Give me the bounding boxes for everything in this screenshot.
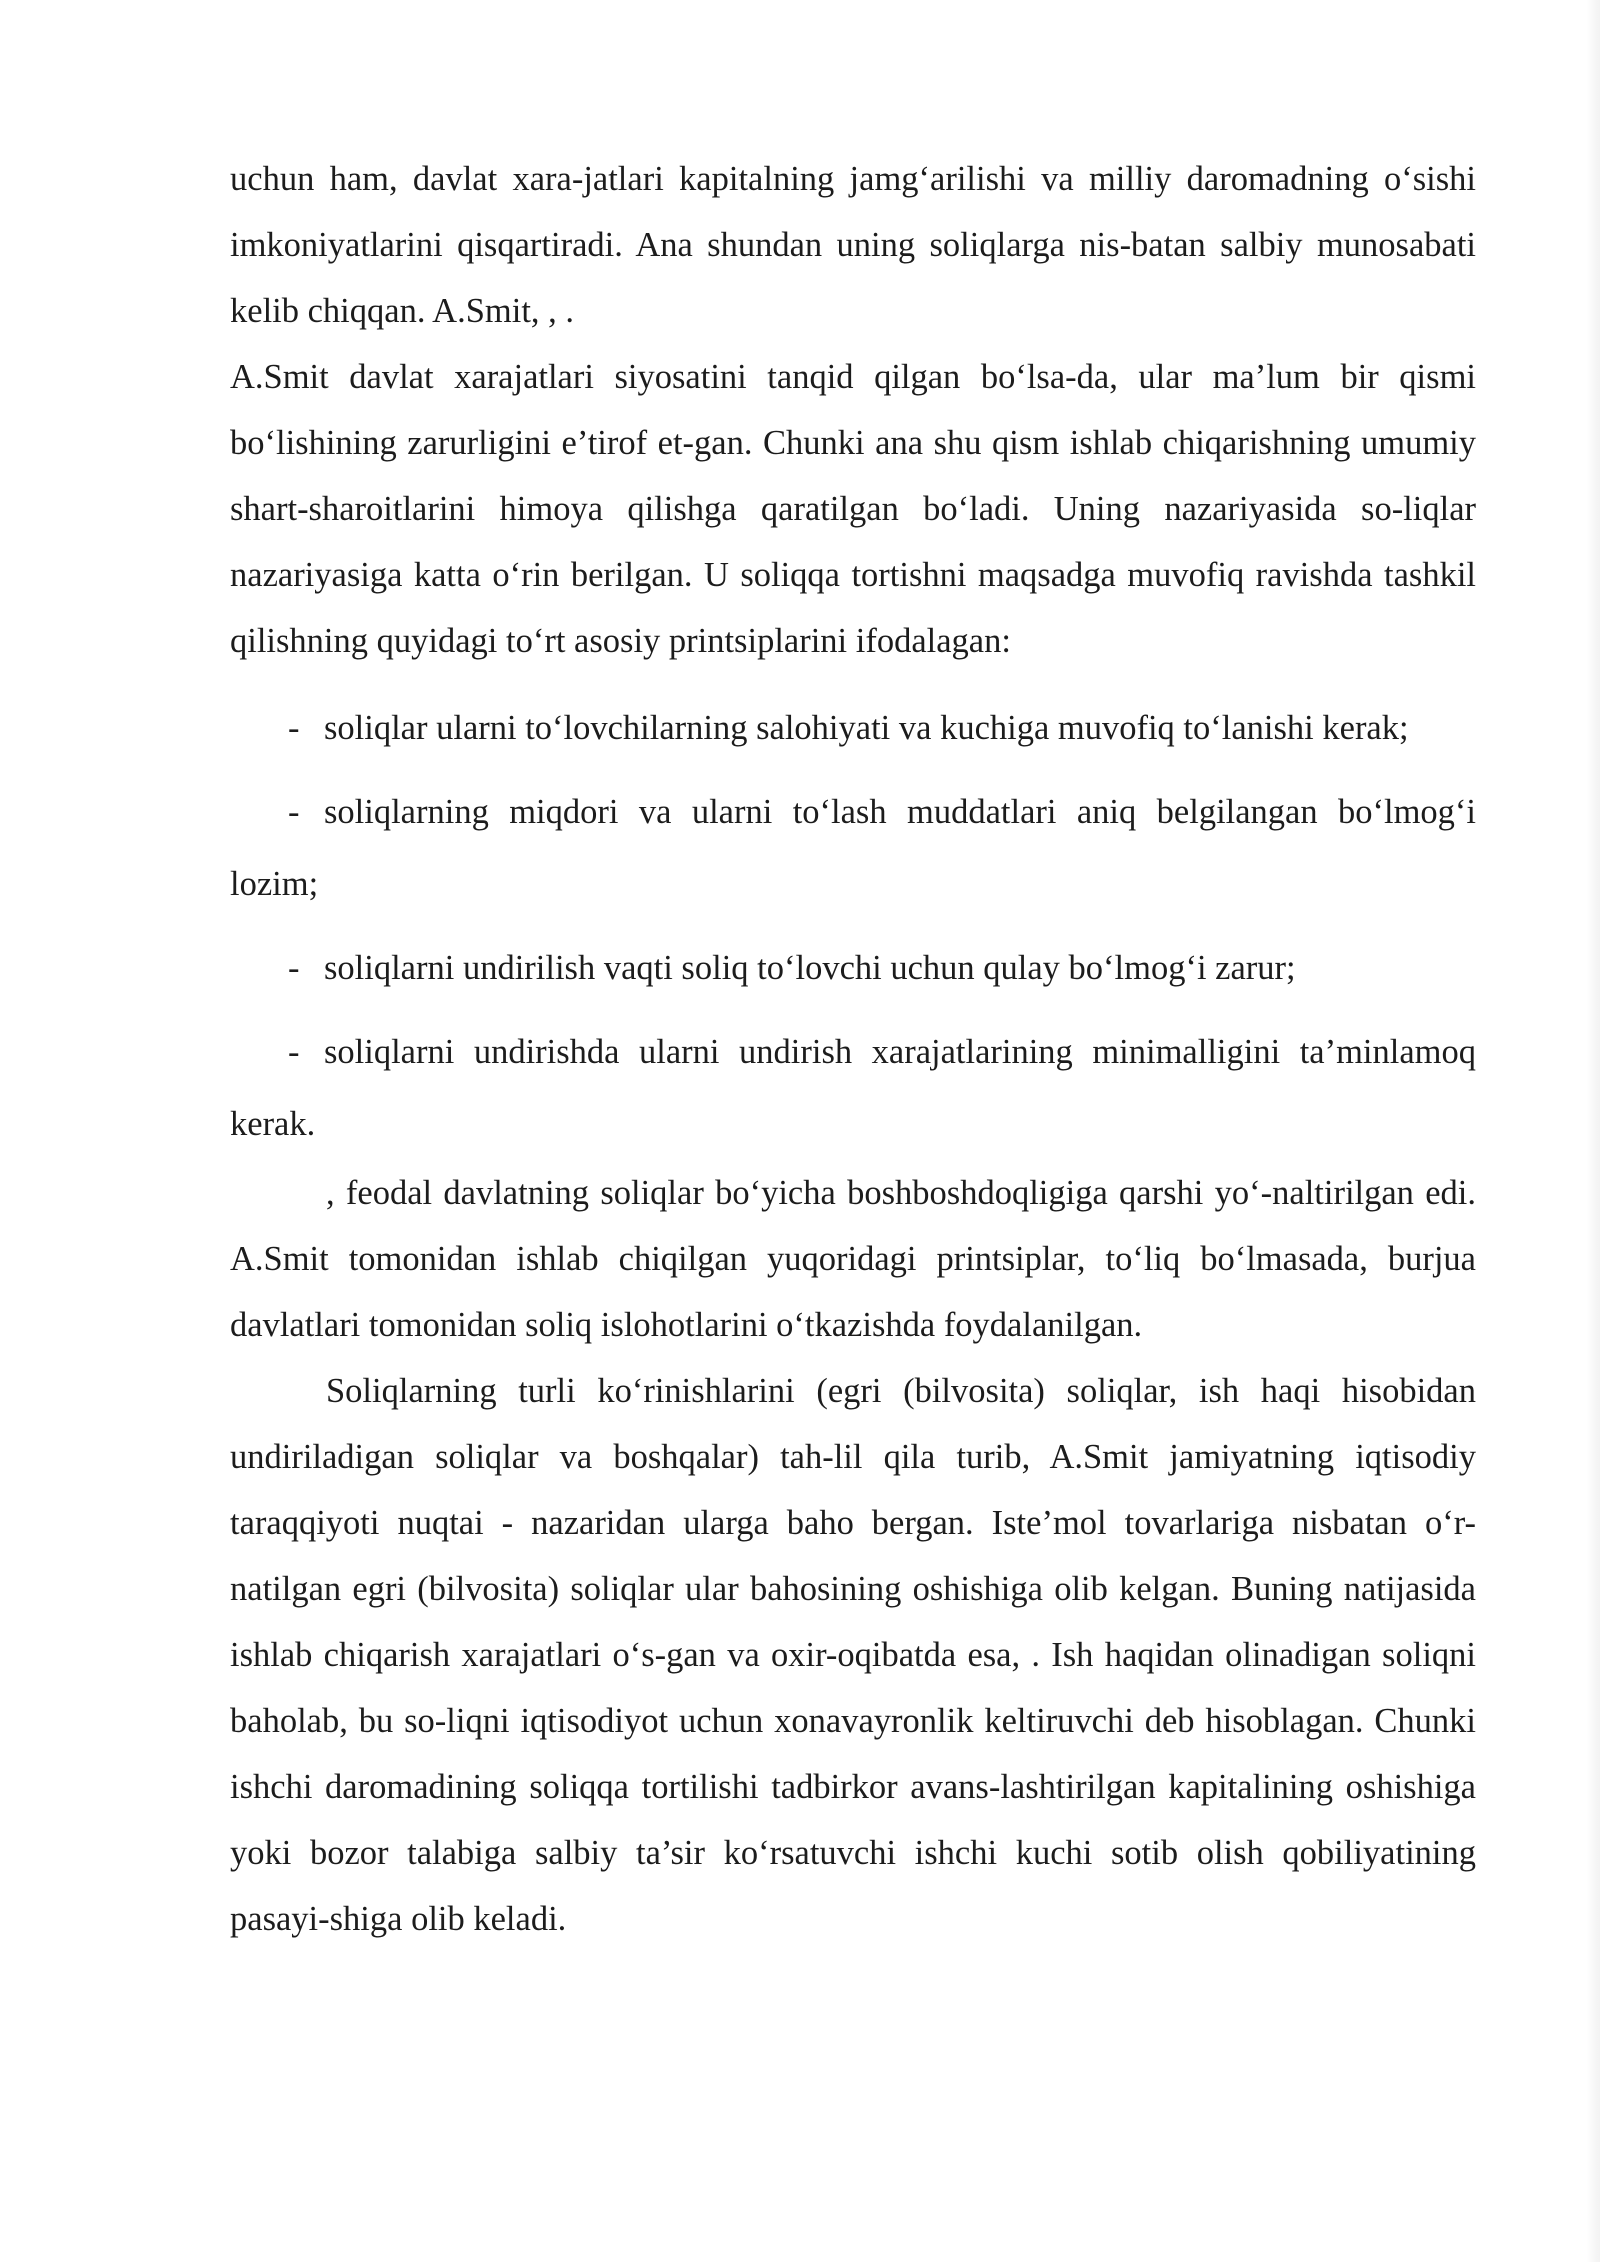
bullet-text: soliqlarni undirishda ularni undirish xarajatlarining minimalligini ta’minlamoq kerak. [230,1033,1476,1143]
bullet-item [230,1016,1476,1160]
bullet-dash: - [288,1033,300,1071]
bullet-dash: - [288,793,300,831]
bullet-item [230,932,1476,1004]
bullet-text: soliqlarni undirilish vaqti soliq to‘lovchi uchun qulay bo‘lmog‘i zarur; [324,949,1296,987]
bullet-dash: - [288,709,300,747]
paragraph: A.Smit davlat xarajatlari siyosatini tanqid qilgan bo‘lsa-da, ular ma’lum bir qismi bo‘lishining zarurligini e’tirof et-gan. Chunki ana shu qism ishlab chiqarishning umumiy shart-sharoitlarini himoya qilishga qaratilgan bo‘ladi. Uning nazariyasida so-liqlar nazariyasiga katta o‘rin berilgan. U soliqqa tortishni maqsadga muvofiq ravishda tashkil qilishning quyidagi to‘rt asosiy printsiplarini ifodalagan: [230,358,1476,660]
page-edge-shadow [1586,0,1600,2262]
document-body [230,146,1476,1952]
paragraph: , feodal davlatning soliqlar bo‘yicha boshboshdoqligiga qarshi yo‘-naltirilgan edi. A.Smit tomonidan ishlab chiqilgan yuqoridagi printsiplar, to‘liq bo‘lmasada, burjua davlatlari tomonidan soliq islohotlarini o‘tkazishda foydalanilgan. [230,1174,1476,1344]
bullet-text: soliqlar ularni to‘lovchilarning salohiyati va kuchiga muvofiq to‘lanishi kerak; [324,709,1409,747]
paragraph: Soliqlarning turli ko‘rinishlarini (egri (bilvosita) soliqlar, ish haqi hisobidan undiriladigan soliqlar va boshqalar) tah-lil qila turib, A.Smit jamiyatning iqtisodiy taraqqiyoti nuqtai - nazaridan ularga baho bergan. Iste’mol tovarlariga nisbatan o‘r-natilgan egri (bilvosita) soliqlar ular bahosining oshishiga olib kelgan. Buning natijasida ishlab chiqarish xarajatlari o‘s-gan va oxir-oqibatda esa, . Ish haqidan olinadigan soliqni baholab, bu so-liqni iqtisodiyot uchun xonavayronlik keltiruvchi deb hisoblagan. Chunki ishchi daromadining soliqqa tortilishi tadbirkor avans-lashtirilgan kapitalining oshishiga yoki bozor talabiga salbiy ta’sir ko‘rsatuvchi ishchi kuchi sotib olish qobiliyatining pasayi-shiga olib keladi. [230,1372,1476,1938]
bullet-item [230,776,1476,920]
bullet-text: soliqlarning miqdori va ularni to‘lash muddatlari aniq belgilangan bo‘lmog‘i lozim; [230,793,1476,903]
paragraph: uchun ham, davlat xara-jatlari kapitalning jamg‘arilishi va milliy daromadning o‘sishi imkoniyatlarini qisqartiradi. Ana shundan uning soliqlarga nis-batan salbiy munosabati kelib chiqqan. A.Smit, , . [230,160,1476,330]
bullet-dash: - [288,949,300,987]
bullet-item [230,692,1476,764]
